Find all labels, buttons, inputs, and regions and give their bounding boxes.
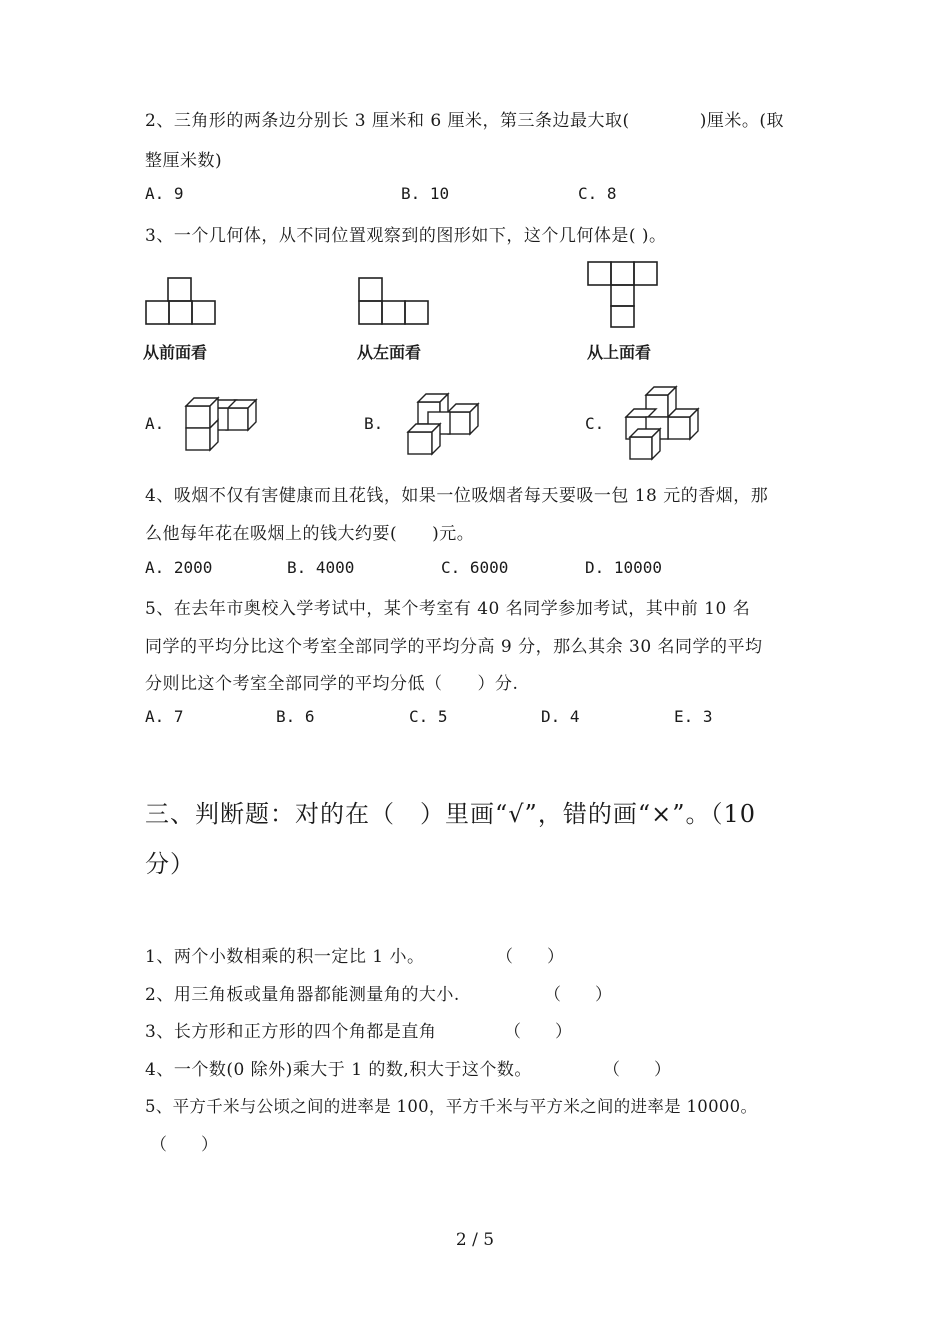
- q2-option-b: B. 10: [401, 184, 450, 203]
- q5-option-b: B. 6: [276, 707, 315, 726]
- q5-option-a: A. 7: [145, 707, 184, 726]
- q2-option-a: A. 9: [145, 184, 184, 203]
- q4-option-c: C. 6000: [441, 558, 509, 577]
- option-c-cubes: [622, 385, 704, 463]
- q3-option-c: C.: [585, 414, 605, 433]
- q3-option-a: A.: [145, 414, 165, 433]
- q4-line2: 么他每年花在吸烟上的钱大约要( )元。: [145, 524, 475, 544]
- q3-option-b: B.: [364, 414, 384, 433]
- q3-text: 3、一个几何体，从不同位置观察到的图形如下，这个几何体是( )。: [145, 226, 667, 246]
- judge-1-answer-blank: （ ）: [496, 947, 564, 967]
- section3-title-line2: 分）: [145, 850, 195, 878]
- judge-5-answer-blank: （ ）: [150, 1135, 218, 1155]
- q4-line1: 4、吸烟不仅有害健康而且花钱，如果一位吸烟者每天要吸一包 18 元的香烟，那: [145, 486, 769, 506]
- q4-option-d: D. 10000: [585, 558, 663, 577]
- option-a-cubes: [182, 394, 264, 460]
- q5-line1: 5、在去年市奥校入学考试中，某个考室有 40 名同学参加考试，其中前 10 名: [145, 599, 751, 619]
- q5-option-d: D. 4: [541, 707, 580, 726]
- q5-line3: 分则比这个考室全部同学的平均分低（ ）分.: [145, 674, 519, 694]
- left-view-figure: [358, 275, 433, 330]
- judge-3-answer-blank: （ ）: [504, 1022, 572, 1042]
- q5-option-c: C. 5: [409, 707, 448, 726]
- q2-line2: 整厘米数): [145, 151, 223, 171]
- q5-line2: 同学的平均分比这个考室全部同学的平均分高 9 分，那么其余 30 名同学的平均: [145, 637, 763, 657]
- judge-2-text: 2、用三角板或量角器都能测量角的大小.: [145, 985, 460, 1005]
- front-view-label: 从前面看: [143, 343, 208, 362]
- front-view-figure: [145, 275, 220, 330]
- judge-1-text: 1、两个小数相乘的积一定比 1 小。: [145, 947, 425, 967]
- q2-option-c: C. 8: [578, 184, 617, 203]
- q4-option-b: B. 4000: [287, 558, 355, 577]
- top-view-figure: [586, 260, 661, 332]
- judge-5-text: 5、平方千米与公顷之间的进率是 100，平方千米与平方米之间的进率是 10000。: [145, 1097, 758, 1116]
- q5-option-e: E. 3: [674, 707, 713, 726]
- option-b-cubes: [404, 390, 486, 460]
- judge-2-answer-blank: （ ）: [544, 985, 612, 1005]
- judge-4-answer-blank: （ ）: [603, 1060, 671, 1080]
- page-number: 2 / 5: [455, 1230, 495, 1250]
- left-view-label: 从左面看: [357, 343, 422, 362]
- q4-option-a: A. 2000: [145, 558, 213, 577]
- top-view-label: 从上面看: [587, 343, 652, 362]
- q2-line1: 2、三角形的两条边分别长 3 厘米和 6 厘米，第三条边最大取( )厘米。(取: [145, 111, 784, 131]
- judge-4-text: 4、一个数(0 除外)乘大于 1 的数,积大于这个数。: [145, 1060, 532, 1080]
- section3-title-line1: 三、判断题：对的在（ ）里画“√”，错的画“×”。（10: [145, 800, 757, 828]
- judge-3-text: 3、长方形和正方形的四个角都是直角: [145, 1022, 437, 1042]
